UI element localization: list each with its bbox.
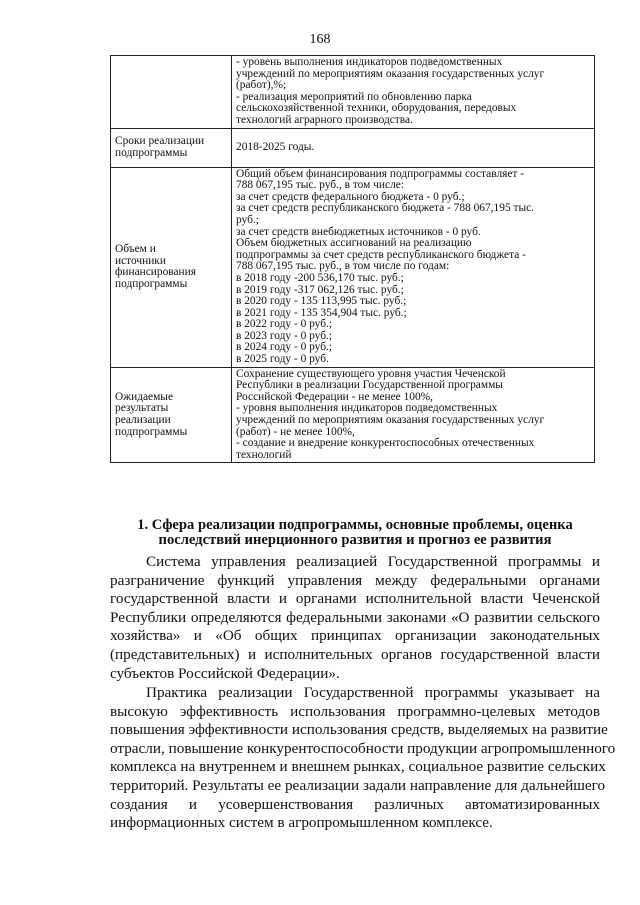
section-heading-line: последствий инерционного развития и прогноз ее развития xyxy=(158,532,552,548)
paragraph-line: Республики определяются федеральными законами «О развитии сельского xyxy=(110,608,600,626)
table-text-line: - уровня выполнения индикаторов подведомственных xyxy=(236,402,498,415)
paragraph-2 xyxy=(110,684,616,833)
paragraph-line: субъектов Российской Федерации». xyxy=(110,664,340,682)
table-text-line: Объем бюджетных ассигнований на реализацию xyxy=(236,237,472,250)
table-text-line: - реализация мероприятий по обновлению парка xyxy=(236,90,472,103)
table-text-line: в 2020 году - 135 113,995 тыс. руб.; xyxy=(236,295,407,308)
table-text-line: (работ) - не менее 100%, xyxy=(236,425,355,438)
paragraph-line: комплекса на внутреннем и внешнем рынках, социальное развитие сельских xyxy=(110,758,606,776)
table-row xyxy=(111,128,595,167)
paragraph-line: отрасли, повышение конкурентоспособности продукции агропромышленного xyxy=(110,739,616,757)
table-text-line: 2018-2025 годы. xyxy=(236,140,315,153)
row-label-line: Ожидаемые xyxy=(115,390,174,403)
table-text-line: Российской Федерации - не менее 100%, xyxy=(236,390,434,403)
paragraph-line: государственной власти и органами исполнительной власти Чеченской xyxy=(110,590,600,608)
paragraph-line: высокую эффективность использования программно-целевых методов xyxy=(110,702,600,720)
table-text-line: учреждений по мероприятиям оказания государственных услуг xyxy=(236,67,545,80)
row-value-cell xyxy=(232,128,595,167)
table-text-line: руб.; xyxy=(236,213,259,226)
table-row xyxy=(111,367,595,463)
table-text-line: Сохранение существующего уровня участия Чеченской xyxy=(236,367,506,380)
table-text-line: за счет средств внебюджетных источников - 0 руб. xyxy=(236,225,481,238)
section-heading-line: 1. Сфера реализации подпрограммы, основные проблемы, оценка xyxy=(137,517,573,533)
row-value-cell xyxy=(232,367,595,463)
table-text-line: в 2019 году -317 062,126 тыс. руб.; xyxy=(236,283,404,296)
table-text-line: учреждений по мероприятиям оказания государственных услуг xyxy=(236,414,545,427)
table-text-line: Республики в реализации Государственной программы xyxy=(236,379,503,392)
row-label-line: финансирования xyxy=(115,266,196,279)
paragraph-line: (представительных) и исполнительных органов государственной власти xyxy=(110,645,600,663)
table-text-line: за счет средств республиканского бюджета - 788 067,195 тыс. xyxy=(236,202,535,215)
row-label-line: подпрограммы xyxy=(115,146,188,159)
table-text-line: 788 067,195 тыс. руб., в том числе по годам: xyxy=(236,260,450,273)
paragraph-line: хозяйства» и «Об общих принципах организации законодательных xyxy=(110,627,600,645)
paragraph-line: территорий. Результаты ее реализации задали направление для дальнейшего xyxy=(110,776,606,794)
table-text-line: - уровень выполнения индикаторов подведомственных xyxy=(236,56,503,68)
table-row xyxy=(111,56,595,129)
table-text-line: в 2025 году - 0 руб. xyxy=(236,353,329,366)
table-row xyxy=(111,167,595,367)
row-label-cell xyxy=(111,367,232,463)
table-text-line: 788 067,195 тыс. руб., в том числе: xyxy=(236,179,404,192)
table-text-line: в 2022 году - 0 руб.; xyxy=(236,318,333,331)
row-label-line: результаты xyxy=(115,402,169,415)
section-heading xyxy=(110,518,600,548)
table-text-line: Общий объем финансирования подпрограммы составляет - xyxy=(236,167,525,180)
paragraph-line: Система управления реализацией Государственной программы и xyxy=(146,553,600,570)
paragraph-line: повышения эффективности использования средств, выделяемых на развитие xyxy=(110,721,608,739)
table-text-line: (работ),%; xyxy=(236,79,287,92)
page-number: 168 xyxy=(309,32,331,47)
table-text-line: технологий аграрного производства. xyxy=(236,113,413,126)
paragraph-line: разграничение функций управления между федеральными органами xyxy=(110,571,600,589)
row-label-line: подпрограммы xyxy=(115,277,188,290)
row-label-cell xyxy=(111,128,232,167)
row-label-line: источники xyxy=(115,254,166,267)
row-label-line: Сроки реализации xyxy=(115,134,205,147)
row-label-line: подпрограммы xyxy=(115,425,188,438)
paragraph-line: Практика реализации Государственной программы указывает на xyxy=(146,684,600,701)
table-text-line: в 2018 году -200 536,170 тыс. руб.; xyxy=(236,271,404,284)
row-value-cell xyxy=(232,56,595,129)
row-label-cell xyxy=(111,167,232,367)
row-label-cell xyxy=(111,56,232,129)
table-text-line: технологий xyxy=(236,448,292,461)
table-text-line: подпрограммы за счет средств республиканского бюджета - xyxy=(236,248,526,261)
paragraph-line: создания и усовершенствования различных автоматизированных xyxy=(110,795,600,813)
table-text-line: в 2023 году - 0 руб.; xyxy=(236,329,333,342)
paragraph-line: информационных систем в агропромышленном комплексе. xyxy=(110,814,493,832)
table-text-line: в 2021 году - 135 354,904 тыс. руб.; xyxy=(236,306,407,319)
table-text-line: в 2024 году - 0 руб.; xyxy=(236,341,333,354)
table-text-line: за счет средств федерального бюджета - 0 руб.; xyxy=(236,190,465,203)
row-label-line: Объем и xyxy=(115,242,156,255)
table-text-line: - создание и внедрение конкурентоспособных отечественных xyxy=(236,437,535,450)
row-value-cell xyxy=(232,167,595,367)
row-label-line: реализации xyxy=(115,414,171,427)
paragraph-1 xyxy=(110,553,600,683)
table-text-line: сельскохозяйственной техники, оборудования, передовых xyxy=(236,102,517,115)
subprogram-passport-table xyxy=(110,55,595,463)
